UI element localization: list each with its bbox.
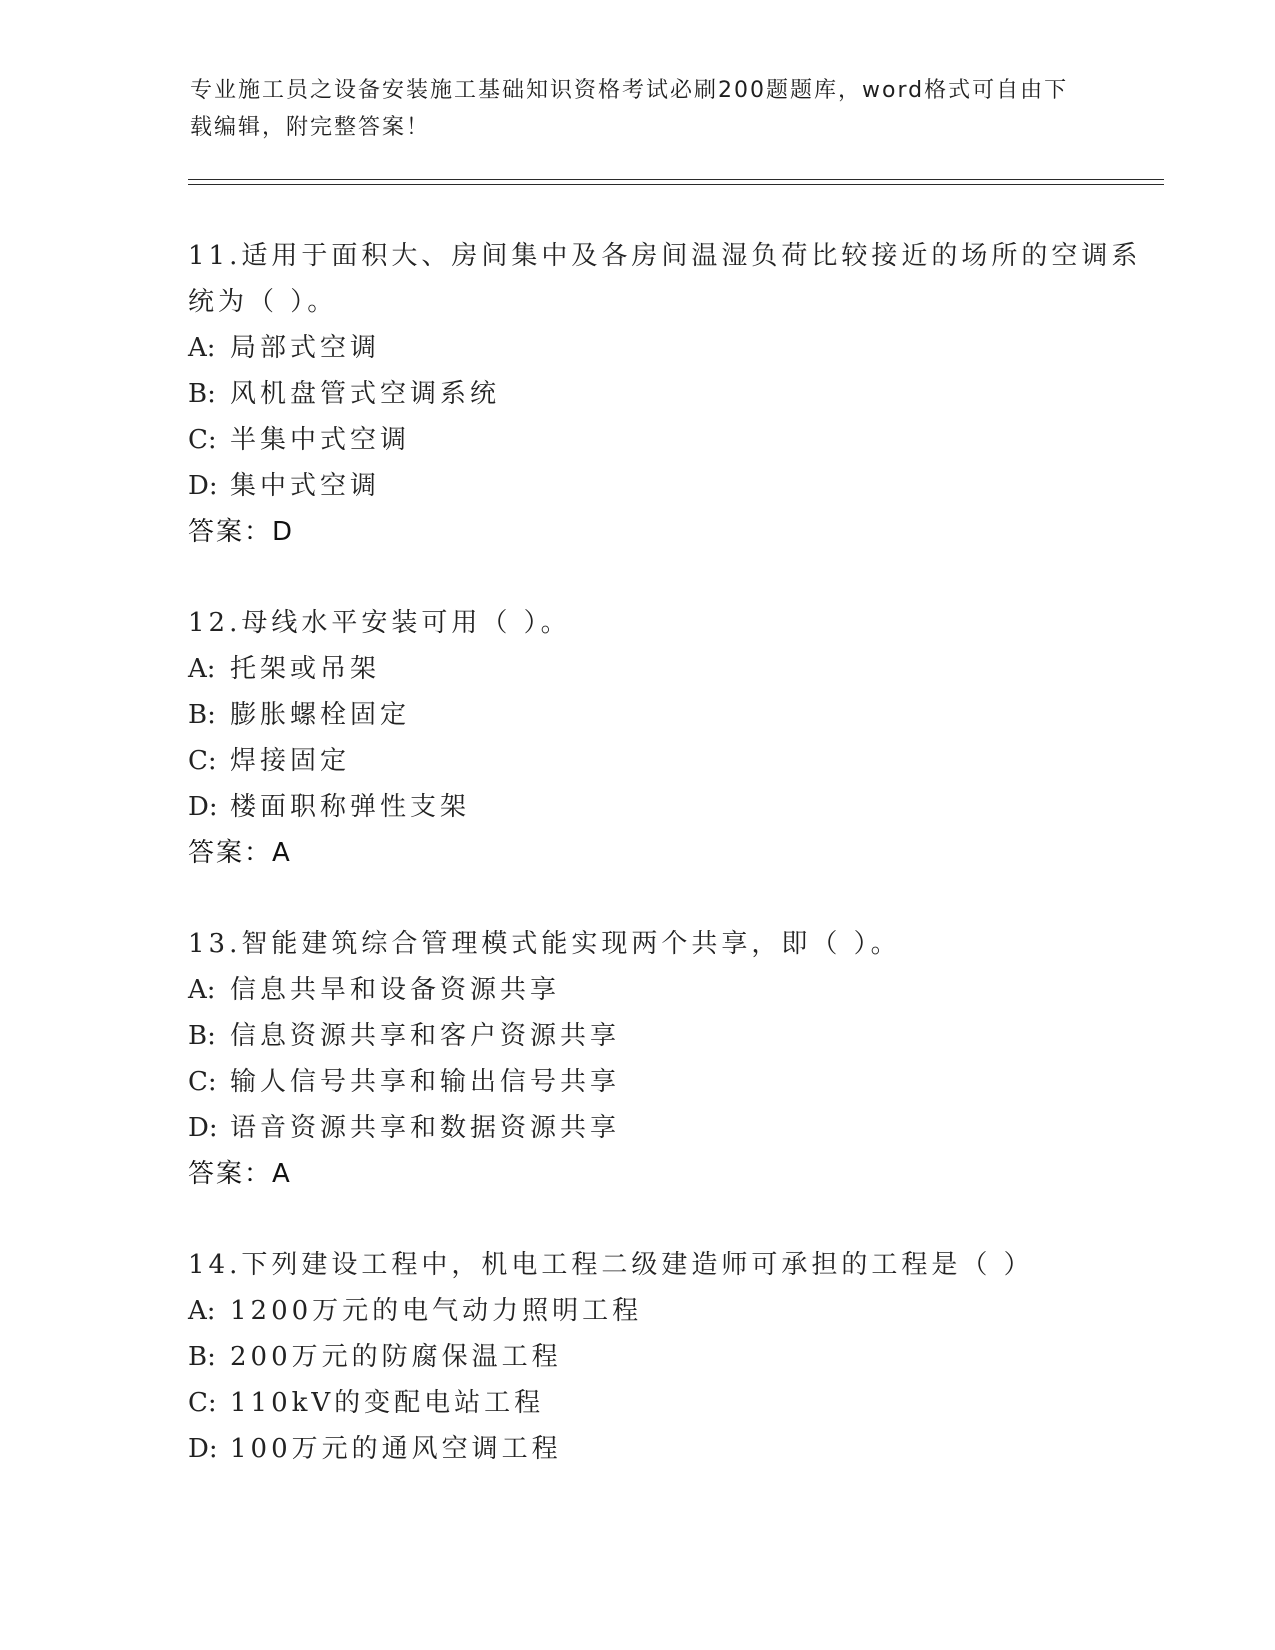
option-a	[188, 646, 1148, 692]
option-text: 托架或吊架	[230, 654, 381, 684]
question-13	[188, 921, 1148, 1197]
option-d	[188, 1426, 1148, 1472]
option-text: 焊接固定	[230, 746, 351, 776]
question-stem: 12.母线水平安装可用（ ）。	[188, 608, 571, 638]
option-d	[188, 463, 1148, 509]
option-letter: C:	[188, 1388, 217, 1418]
option-letter: A:	[188, 975, 216, 1005]
option-text: 风机盘管式空调系统	[230, 379, 501, 409]
document-header: 专业施工员之设备安装施工基础知识资格考试必刷200题题库，word格式可自由下载编辑，附完整答案！	[190, 78, 1069, 140]
option-letter: C:	[188, 1067, 217, 1097]
option-b	[188, 371, 1148, 417]
question-list	[188, 233, 1148, 1517]
option-text: 100万元的通风空调工程	[230, 1434, 562, 1464]
option-b	[188, 1013, 1148, 1059]
option-text: 膨胀螺栓固定	[230, 700, 411, 730]
option-letter: A:	[188, 333, 216, 363]
option-c	[188, 1380, 1148, 1426]
option-a	[188, 1288, 1148, 1334]
option-letter: A:	[188, 1296, 216, 1326]
option-c	[188, 1059, 1148, 1105]
option-text: 语音资源共享和数据资源共享	[230, 1113, 621, 1143]
question-stem: 14.下列建设工程中，机电工程二级建造师可承担的工程是（ ）	[188, 1250, 1034, 1280]
option-letter: C:	[188, 425, 217, 455]
option-letter: C:	[188, 746, 217, 776]
question-11	[188, 233, 1148, 555]
option-text: 1200万元的电气动力照明工程	[230, 1296, 643, 1326]
question-12	[188, 600, 1148, 876]
option-text: 信息资源共享和客户资源共享	[230, 1021, 621, 1051]
option-text: 局部式空调	[230, 333, 381, 363]
option-text: 110kV的变配电站工程	[230, 1388, 545, 1418]
option-letter: D:	[188, 792, 218, 822]
option-c	[188, 417, 1148, 463]
answer-line: 答案：A	[188, 838, 292, 868]
answer-line: 答案：A	[188, 1159, 292, 1189]
option-d	[188, 784, 1148, 830]
option-text: 楼面职称弹性支架	[230, 792, 471, 822]
header-divider-bottom	[188, 184, 1164, 185]
option-text: 200万元的防腐保温工程	[230, 1342, 562, 1372]
option-b	[188, 692, 1148, 738]
option-letter: B:	[188, 379, 216, 409]
option-letter: A:	[188, 654, 216, 684]
option-c	[188, 738, 1148, 784]
question-stem: 13.智能建筑综合管理模式能实现两个共享，即（ ）。	[188, 929, 901, 959]
option-letter: D:	[188, 1113, 218, 1143]
option-text: 半集中式空调	[230, 425, 411, 455]
answer-line: 答案：D	[188, 517, 295, 547]
option-d	[188, 1105, 1148, 1151]
option-text: 信息共旱和设备资源共享	[230, 975, 561, 1005]
header-divider-top	[188, 179, 1164, 180]
option-letter: D:	[188, 1434, 218, 1464]
option-letter: D:	[188, 471, 218, 501]
option-text: 输人信号共享和输出信号共享	[230, 1067, 621, 1097]
option-letter: B:	[188, 1021, 216, 1051]
question-stem: 11.适用于面积大、房间集中及各房间温湿负荷比较接近的场所的空调系统为（ ）。	[188, 241, 1142, 317]
option-a	[188, 967, 1148, 1013]
option-b	[188, 1334, 1148, 1380]
option-letter: B:	[188, 1342, 216, 1372]
question-14	[188, 1242, 1148, 1472]
option-a	[188, 325, 1148, 371]
option-text: 集中式空调	[230, 471, 381, 501]
option-letter: B:	[188, 700, 216, 730]
